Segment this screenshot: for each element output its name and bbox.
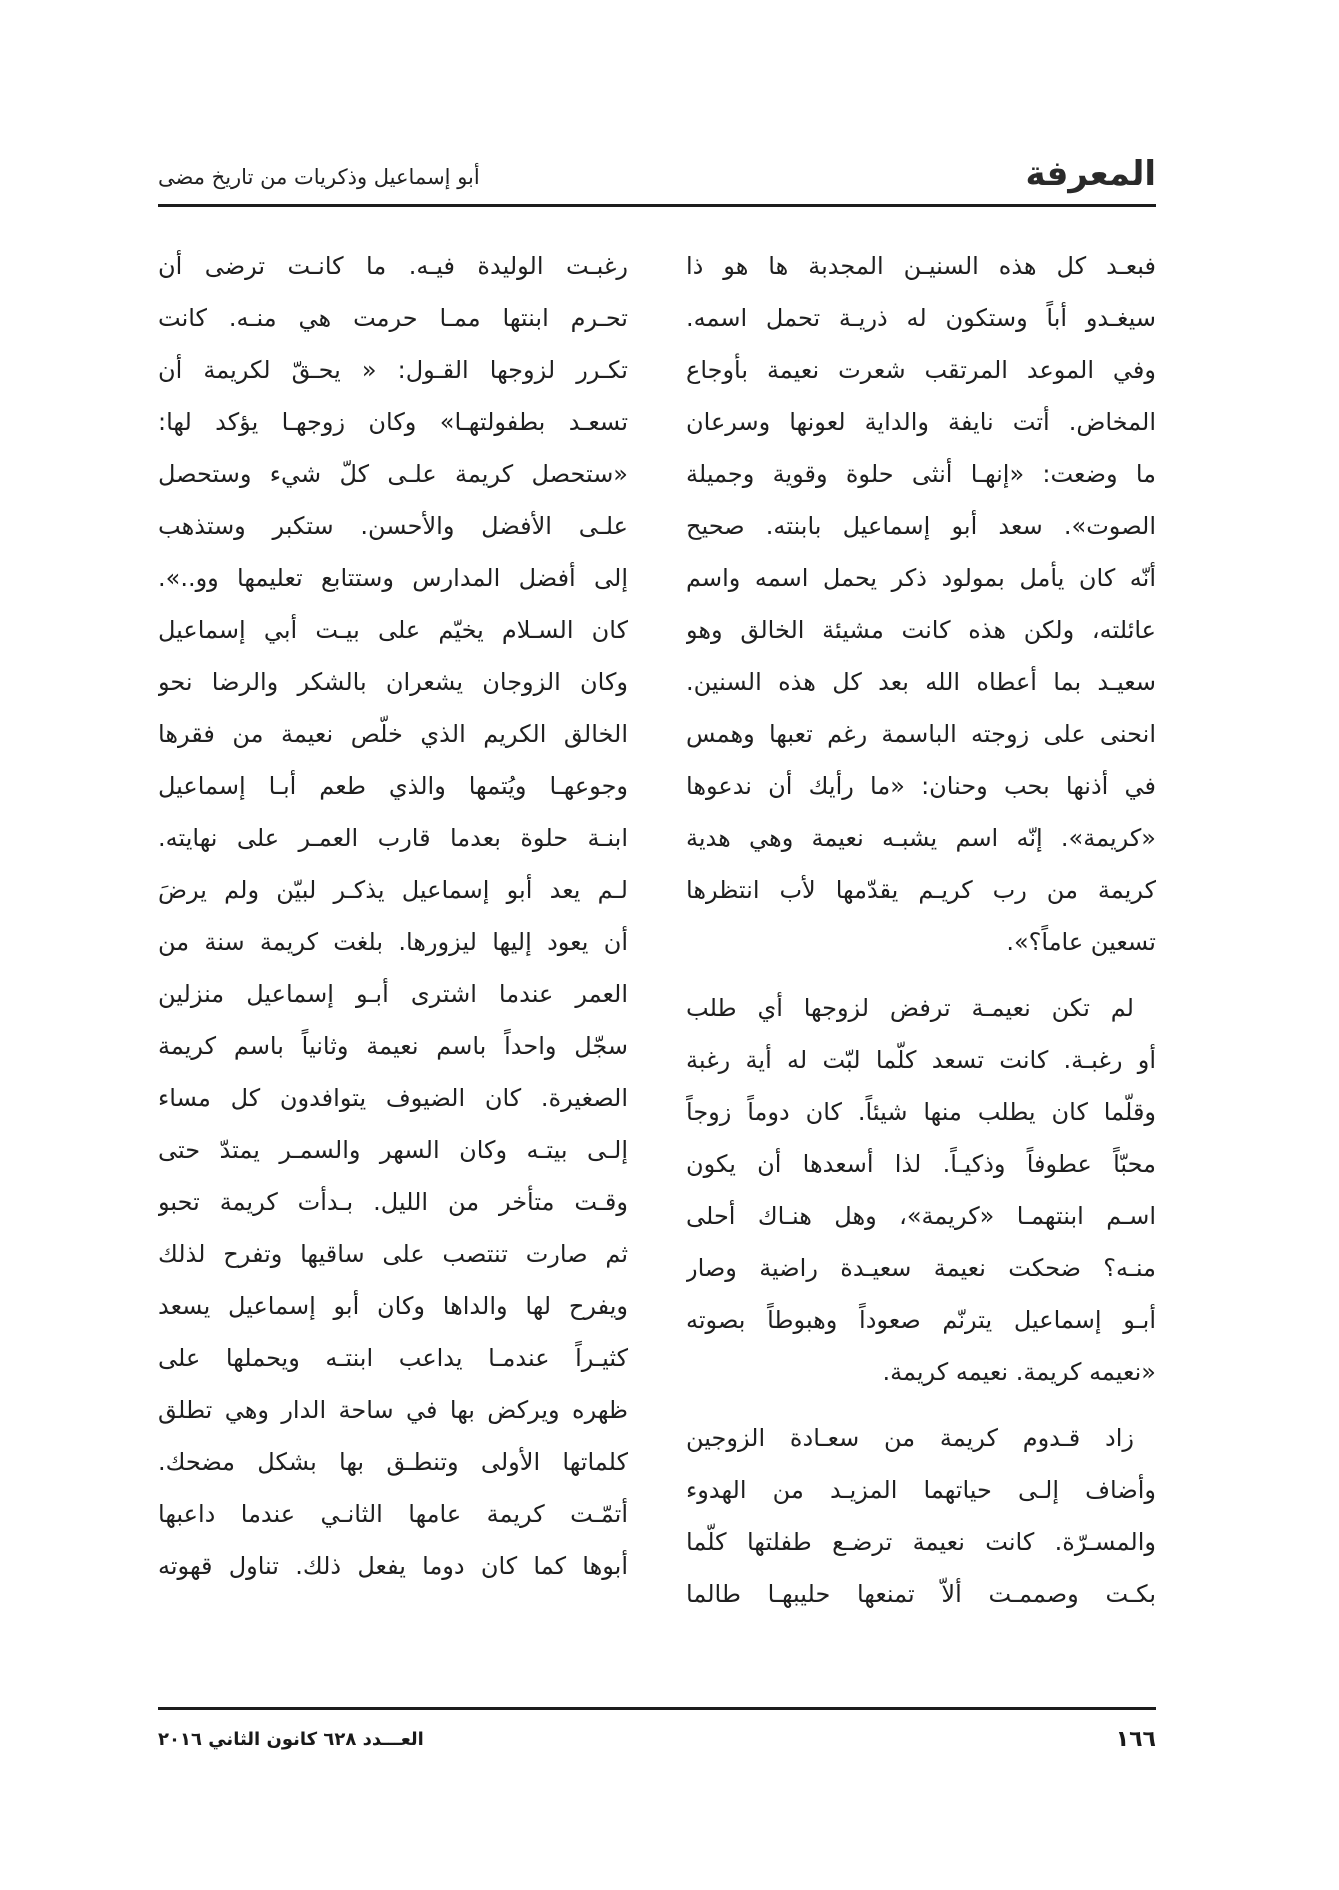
text-line: ابنـة حلوة بعدما قارب العمـر على نهايته. xyxy=(158,824,628,852)
page-number: ١٦٦ xyxy=(1115,1727,1156,1752)
text-line: وفي الموعد المرتقب شعرت نعيمة بأوجاع xyxy=(686,356,1156,384)
text-line: إلى أفضل المدارس وستتابع تعليمها وو..». xyxy=(158,564,628,592)
left-column xyxy=(158,240,628,1592)
text-line: لـم يعد أبو إسماعيل يذكـر لبيّن ولم يرضَ xyxy=(158,876,628,904)
paragraph-gap xyxy=(686,968,1156,982)
text-line: أبـو إسماعيل يترنّم صعوداً وهبوطاً بصوته xyxy=(686,1306,1156,1334)
text-line: سعيـد بما أعطاه الله بعد كل هذه السنين. xyxy=(686,668,1156,696)
text-line: رغبـت الوليدة فيـه. ما كانـت ترضى أن xyxy=(158,252,628,280)
text-line: ظهره ويركض بها في ساحة الدار وهي تطلق xyxy=(158,1396,628,1424)
text-line: «كريمة». إنّه اسم يشبـه نعيمة وهي هدية xyxy=(686,824,1156,852)
paragraph-gap xyxy=(686,1398,1156,1412)
issue-info: العـــدد ٦٢٨ كانون الثاني ٢٠١٦ xyxy=(158,1729,424,1750)
text-line: والمسـرّة. كانت نعيمة ترضـع طفلتها كلّما xyxy=(686,1528,1156,1556)
page-header xyxy=(158,150,1156,202)
right-column xyxy=(686,240,1156,1620)
text-line: كثيـراً عندمـا يداعب ابنتـه ويحملها على xyxy=(158,1344,628,1372)
page-footer xyxy=(158,1722,1156,1762)
text-line: أنّه كان يأمل بمولود ذكر يحمل اسمه واسم xyxy=(686,564,1156,592)
text-line: المخاض. أتت نايفة والداية لعونها وسرعان xyxy=(686,408,1156,436)
text-line: إلـى بيتـه وكان السهر والسمـر يمتدّ حتى xyxy=(158,1136,628,1164)
text-line: سجّل واحداً باسم نعيمة وثانياً باسم كريمة xyxy=(158,1032,628,1060)
text-line: كريمة من رب كريـم يقدّمها لأب انتظرها xyxy=(686,876,1156,904)
running-title: أبو إسماعيل وذكريات من تاريخ مضى xyxy=(158,165,480,189)
text-line: اسـم ابنتهمـا «كريمة»، وهل هنـاك أحلى xyxy=(686,1202,1156,1230)
text-line: عائلته، ولكن هذه كانت مشيئة الخالق وهو xyxy=(686,616,1156,644)
text-line: وقلّما كان يطلب منها شيئاً. كان دوماً زوجاً xyxy=(686,1098,1156,1126)
text-line: منـه؟ ضحكت نعيمة سعيـدة راضية وصار xyxy=(686,1254,1156,1282)
text-line: ويفرح لها والداها وكان أبو إسماعيل يسعد xyxy=(158,1292,628,1320)
text-line: بكـت وصممـت ألاّ تمنعها حليبهـا طالما xyxy=(686,1580,1156,1608)
text-line: الصوت». سعد أبو إسماعيل بابنته. صحيح xyxy=(686,512,1156,540)
text-line: كان السـلام يخيّم على بيـت أبي إسماعيل xyxy=(158,616,628,644)
text-line: وجوعهـا ويُتمها والذي طعم أبـا إسماعيل xyxy=(158,772,628,800)
text-line: في أذنها بحب وحنان: «ما رأيك أن ندعوها xyxy=(686,772,1156,800)
paragraph-3 xyxy=(686,1412,1156,1620)
text-line: الخالق الكريم الذي خلّص نعيمة من فقرها xyxy=(158,720,628,748)
text-line: ما وضعت: «إنهـا أنثى حلوة وقوية وجميلة xyxy=(686,460,1156,488)
text-line: أن يعود إليها ليزورها. بلغت كريمة سنة من xyxy=(158,928,628,956)
text-line: وقـت متأخر من الليل. بـدأت كريمة تحبو xyxy=(158,1188,628,1216)
text-line: تسعين عاماً؟». xyxy=(1006,928,1156,956)
text-line: وكان الزوجان يشعران بالشكر والرضا نحو xyxy=(158,668,628,696)
magazine-logo: المعرفة xyxy=(1025,154,1156,194)
text-line: «ستحصل كريمة علـى كلّ شيء وستحصل xyxy=(158,460,628,488)
text-line: أبوها كما كان دوما يفعل ذلك. تناول قهوته xyxy=(158,1552,628,1580)
text-line: تحـرم ابنتها ممـا حرمت هي منـه. كانت xyxy=(158,304,628,332)
text-line: ثم صارت تنتصب على ساقيها وتفرح لذلك xyxy=(158,1240,628,1268)
text-line: العمر عندما اشترى أبـو إسماعيل منزلين xyxy=(158,980,628,1008)
text-line: سيغـدو أباً وستكون له ذريـة تحمل اسمه. xyxy=(686,304,1156,332)
text-line: وأضاف إلـى حياتهما المزيـد من الهدوء xyxy=(686,1476,1156,1504)
text-line: محبّاً عطوفاً وذكيـاً. لذا أسعدها أن يكون xyxy=(686,1150,1156,1178)
text-line: «نعيمه كريمة. نعيمه كريمة. xyxy=(882,1358,1156,1386)
text-line: انحنى على زوجته الباسمة رغم تعبها وهمس xyxy=(686,720,1156,748)
text-line: الصغيرة. كان الضيوف يتوافدون كل مساء xyxy=(158,1084,628,1112)
paragraph-1 xyxy=(686,240,1156,968)
text-line: أو رغبـة. كانت تسعد كلّما لبّت له أية رغبة xyxy=(686,1046,1156,1074)
header-divider xyxy=(158,204,1156,207)
text-line: تكـرر لزوجها القـول: « يحـقّ لكريمة أن xyxy=(158,356,628,384)
footer-divider xyxy=(158,1707,1156,1710)
text-line: علـى الأفضل والأحسن. ستكبر وستذهب xyxy=(158,512,628,540)
text-line: أتمّـت كريمة عامها الثانـي عندما داعبها xyxy=(158,1500,628,1528)
text-line: زاد قـدوم كريمة من سعـادة الزوجين xyxy=(686,1424,1134,1452)
text-line: لم تكن نعيمـة ترفض لزوجها أي طلب xyxy=(686,994,1134,1022)
text-line: فبعـد كل هذه السنيـن المجدبة ها هو ذا xyxy=(686,252,1156,280)
paragraph-2 xyxy=(686,982,1156,1398)
text-line: تسعـد بطفولتهـا» وكان زوجهـا يؤكد لها: xyxy=(158,408,628,436)
text-line: كلماتها الأولى وتنطـق بها بشكل مضحك. xyxy=(158,1448,628,1476)
